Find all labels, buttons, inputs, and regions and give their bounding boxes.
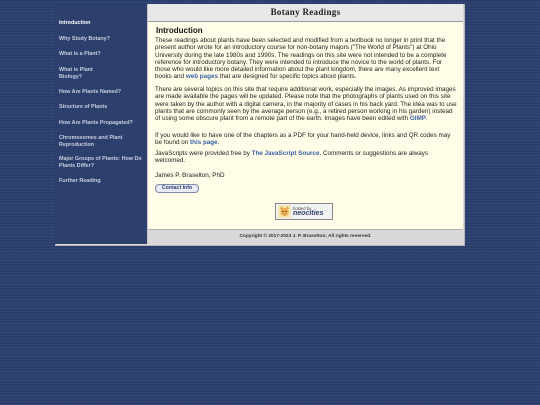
neocities-brand: neocities <box>293 210 324 217</box>
intro-paragraph <box>155 37 457 81</box>
main-panel <box>148 4 463 244</box>
pdf-text: If you would like to have one of the chapters as a PDF for your hand-held device, links and QR codes may be found on <box>155 132 451 147</box>
neocities-badge[interactable] <box>275 203 333 220</box>
sidebar-item-major-groups-of-plants[interactable]: Major Groups of Plants: How Do Plants Differ? <box>59 156 142 169</box>
javascript-paragraph <box>155 150 457 165</box>
section-heading: Introduction <box>156 26 203 35</box>
sidebar-item-what-is-plant-biology[interactable]: What is Plant Biology? <box>59 67 93 80</box>
javascript-text-end: . Comments or suggestions are always welcomed. <box>155 150 429 165</box>
pdf-paragraph <box>155 132 457 147</box>
pdf-text-end: . <box>217 139 220 147</box>
this-page-link[interactable]: this page <box>190 139 218 147</box>
intro-text-end: that are designed for specific topics about plants. <box>218 73 357 81</box>
sidebar-item-how-are-plants-propagated[interactable]: How Are Plants Propagated? <box>59 120 133 126</box>
footer-copyright: Copyright © 2017-2023 J. P. Braselton; All rights reserved. <box>148 230 463 244</box>
javascript-text: JavaScripts were provided free by <box>155 150 252 157</box>
intro-text: These readings about plants have been selected and modified from a textbook no longer in print that the present author wrote for an introductory course for non-botany majors ("The World of Plants") at Ohio University during the late 1980s and 1990s. The readings on this site were not intended to be a complete reference for introductory botany. They were intended to introduce the novice to the world of plants. For those who would like more detailed information about the plant kingdom, there are many excellent text books and <box>155 37 447 81</box>
neocities-cat-icon <box>278 205 291 218</box>
sidebar-item-structure-of-plants[interactable]: Structure of Plants <box>59 104 108 110</box>
hosted-by-label: hosted by <box>293 206 312 211</box>
sidebar-item-what-is-a-plant[interactable]: What is a Plant? <box>59 51 101 57</box>
sidebar-item-how-are-plants-named[interactable]: How Are Plants Named? <box>59 89 122 95</box>
sidebar-item-introduction[interactable]: Introduction <box>59 20 91 26</box>
content-area <box>148 22 463 230</box>
gimp-link[interactable]: GIMP <box>409 115 426 122</box>
images-text: There are several topics on this site that require additional work, especially the images. As improved images are made available the pages will be updated. Please note that the photographs of plants used on this site were taken by the author with a digital camera, in the majority of cases in his back yard. The idea was to use plants that are commonly seen by the average person (e.g., a retired person working in his garden) instead of using some obscure plant from a remote part of the earth. Images have been edited with <box>155 86 457 122</box>
javascript-source-link[interactable]: The JavaScript Source <box>251 150 320 157</box>
author-name: James P. Braselton, PhD <box>155 172 225 179</box>
web-pages-link[interactable]: web pages <box>185 73 219 81</box>
sidebar-item-further-reading[interactable]: Further Reading <box>59 178 101 184</box>
contact-info-button[interactable]: Contact Info <box>155 184 199 193</box>
sidebar-item-chromosomes-and-plant-reproduction[interactable]: Chromosomes and Plant Reproduction <box>59 135 123 148</box>
sidebar-item-why-study-botany[interactable]: Why Study Botany? <box>59 36 110 42</box>
page-title: Botany Readings <box>148 4 463 22</box>
sidebar-nav <box>55 4 148 244</box>
images-text-end: . <box>425 115 428 122</box>
images-paragraph <box>155 86 457 122</box>
